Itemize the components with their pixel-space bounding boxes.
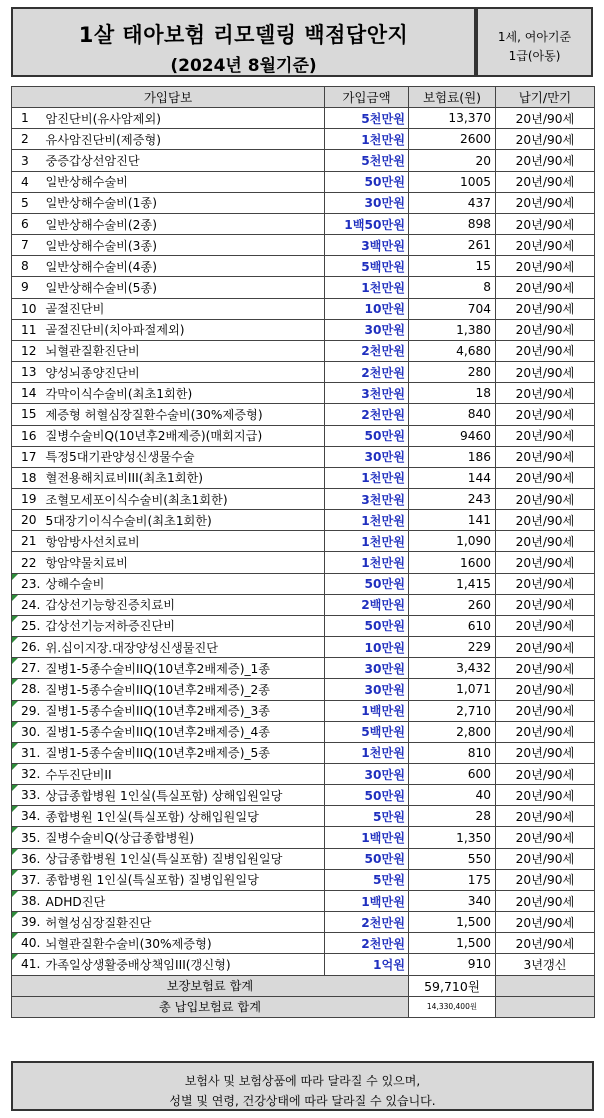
coverage-premium: 9460 [409,425,496,446]
row-number: 19 [12,488,44,509]
coverage-name: 항암방사선치료비 [44,531,325,552]
row-number: 34. [12,806,44,827]
row-number: 11 [12,319,44,340]
coverage-premium: 610 [409,615,496,636]
coverage-premium: 898 [409,213,496,234]
coverage-premium: 4,680 [409,340,496,361]
coverage-term: 20년/90세 [496,340,595,361]
coverage-amount: 50만원 [325,615,409,636]
cell-note-marker-icon [12,806,18,812]
table-row [12,552,595,573]
coverage-name: 일반상해수술비(1종) [44,192,325,213]
coverage-name: 상해수술비 [44,573,325,594]
table-row [12,869,595,890]
row-number: 6 [12,213,44,234]
coverage-amount: 1백만원 [325,890,409,911]
coverage-name: 골절진단비(치아파절제외) [44,319,325,340]
coverage-amount: 2천만원 [325,362,409,383]
coverage-amount: 1억원 [325,954,409,975]
table-row [12,848,595,869]
coverage-amount: 50만원 [325,425,409,446]
basis-box [476,7,593,77]
coverage-amount: 1천만원 [325,467,409,488]
row-number: 2 [12,129,44,150]
coverage-term: 20년/90세 [496,108,595,129]
cell-note-marker-icon [12,658,18,664]
coverage-premium: 13,370 [409,108,496,129]
coverage-amount: 50만원 [325,848,409,869]
table-row [12,319,595,340]
basis-grade: 1급(아동) [508,49,561,63]
coverage-amount: 30만원 [325,679,409,700]
coverage-term: 20년/90세 [496,573,595,594]
table-row [12,425,595,446]
coverage-table [11,86,595,1018]
coverage-premium: 3,432 [409,658,496,679]
coverage-name: 특정5대기관양성신생물수술 [44,446,325,467]
coverage-term: 20년/90세 [496,531,595,552]
coverage-premium: 15 [409,256,496,277]
coverage-term: 20년/90세 [496,256,595,277]
table-row [12,488,595,509]
coverage-term: 20년/90세 [496,510,595,531]
coverage-term: 20년/90세 [496,298,595,319]
coverage-term: 20년/90세 [496,192,595,213]
coverage-amount: 1천만원 [325,129,409,150]
table-row [12,171,595,192]
coverage-amount: 5백만원 [325,256,409,277]
cell-note-marker-icon [12,701,18,707]
coverage-name: 갑상선기능저하증진단비 [44,615,325,636]
row-number: 20 [12,510,44,531]
coverage-amount: 1백만원 [325,827,409,848]
coverage-name: 뇌혈관질환진단비 [44,340,325,361]
row-number: 7 [12,235,44,256]
col-header-amount: 가입금액 [325,87,409,108]
table-row [12,510,595,531]
coverage-premium: 229 [409,637,496,658]
coverage-premium: 8 [409,277,496,298]
coverage-amount: 1백50만원 [325,213,409,234]
table-row [12,721,595,742]
cell-note-marker-icon [12,743,18,749]
table-row [12,594,595,615]
table-row [12,277,595,298]
coverage-term: 20년/90세 [496,658,595,679]
coverage-name: 질병1-5종수술비IIQ(10년후2배제증)_3종 [44,700,325,721]
table-row [12,213,595,234]
table-row [12,467,595,488]
coverage-term: 20년/90세 [496,150,595,171]
coverage-name: 양성뇌종양진단비 [44,362,325,383]
coverage-amount: 5천만원 [325,150,409,171]
row-number: 21 [12,531,44,552]
coverage-amount: 1천만원 [325,742,409,763]
coverage-name: 일반상해수술비(5종) [44,277,325,298]
coverage-premium: 340 [409,890,496,911]
coverage-amount: 30만원 [325,658,409,679]
coverage-premium: 810 [409,742,496,763]
cell-note-marker-icon [12,679,18,685]
coverage-name: 위.십이지장.대장양성신생물진단 [44,637,325,658]
table-row [12,129,595,150]
coverage-name: 질병1-5종수술비IIQ(10년후2배제증)_5종 [44,742,325,763]
coverage-name: 뇌혈관질환수술비(30%제증형) [44,933,325,954]
row-number: 36. [12,848,44,869]
coverage-term: 20년/90세 [496,869,595,890]
coverage-amount: 5백만원 [325,721,409,742]
cell-note-marker-icon [12,933,18,939]
coverage-amount: 1천만원 [325,277,409,298]
coverage-name: 항암약물치료비 [44,552,325,573]
row-number: 31. [12,742,44,763]
table-row [12,658,595,679]
coverage-premium: 1,071 [409,679,496,700]
coverage-name: 유사암진단비(제증형) [44,129,325,150]
coverage-term: 20년/90세 [496,446,595,467]
coverage-name: 질병1-5종수술비IIQ(10년후2배제증)_1종 [44,658,325,679]
coverage-premium: 1600 [409,552,496,573]
cell-note-marker-icon [12,595,18,601]
coverage-premium: 261 [409,235,496,256]
row-number: 14 [12,383,44,404]
coverage-amount: 3천만원 [325,488,409,509]
coverage-premium: 2,800 [409,721,496,742]
coverage-name: 질병1-5종수술비IIQ(10년후2배제증)_4종 [44,721,325,742]
coverage-term: 20년/90세 [496,742,595,763]
coverage-term: 20년/90세 [496,933,595,954]
row-number: 27. [12,658,44,679]
row-number: 3 [12,150,44,171]
coverage-amount: 30만원 [325,192,409,213]
cell-note-marker-icon [12,785,18,791]
table-row [12,362,595,383]
row-number: 1 [12,108,44,129]
row-number: 25. [12,615,44,636]
coverage-premium: 280 [409,362,496,383]
coverage-name: 허혈성심장질환진단 [44,912,325,933]
cell-note-marker-icon [12,912,18,918]
coverage-name: 5대장기이식수술비(최초1회한) [44,510,325,531]
coverage-premium: 1,500 [409,912,496,933]
coverage-amount: 30만원 [325,319,409,340]
row-number: 23. [12,573,44,594]
row-number: 26. [12,637,44,658]
table-row [12,192,595,213]
footer-disclaimer [11,1061,594,1111]
coverage-amount: 10만원 [325,298,409,319]
page-title: 1살 태아보험 리모델링 백점답안지 [78,23,409,47]
coverage-premium: 20 [409,150,496,171]
summary-value-coverage: 59,710원 [409,975,496,996]
cell-note-marker-icon [12,616,18,622]
row-number: 5 [12,192,44,213]
coverage-name: 가족일상생활중배상책임III(갱신형) [44,954,325,975]
table-body [12,108,595,975]
coverage-amount: 5만원 [325,806,409,827]
coverage-name: 질병1-5종수술비IIQ(10년후2배제증)_2종 [44,679,325,700]
cell-note-marker-icon [12,954,18,960]
coverage-term: 20년/90세 [496,213,595,234]
coverage-term: 20년/90세 [496,594,595,615]
coverage-name: 조혈모세포이식수술비(최초1회한) [44,488,325,509]
row-number: 24. [12,594,44,615]
coverage-premium: 1,350 [409,827,496,848]
coverage-premium: 437 [409,192,496,213]
coverage-term: 20년/90세 [496,785,595,806]
summary-label-coverage: 보장보험료 합계 [12,975,409,996]
coverage-term: 20년/90세 [496,848,595,869]
summary-empty-cell [496,996,595,1017]
table-row [12,679,595,700]
basis-age-gender: 1세, 여아기준 [497,30,572,44]
coverage-amount: 1천만원 [325,552,409,573]
table-row [12,573,595,594]
table-header-row [12,87,595,108]
coverage-amount: 2천만원 [325,404,409,425]
row-number: 18 [12,467,44,488]
coverage-term: 20년/90세 [496,615,595,636]
row-number: 13 [12,362,44,383]
coverage-amount: 2백만원 [325,594,409,615]
coverage-name: 일반상해수술비(3종) [44,235,325,256]
table-row [12,404,595,425]
coverage-name: 질병수술비Q(상급종합병원) [44,827,325,848]
coverage-premium: 704 [409,298,496,319]
coverage-amount: 5천만원 [325,108,409,129]
coverage-term: 20년/90세 [496,277,595,298]
coverage-term: 20년/90세 [496,129,595,150]
summary-row-total [12,996,595,1017]
coverage-term: 20년/90세 [496,467,595,488]
table-row [12,615,595,636]
coverage-name: 일반상해수술비 [44,171,325,192]
coverage-amount: 30만원 [325,446,409,467]
row-number: 15 [12,404,44,425]
row-number: 41. [12,954,44,975]
coverage-term: 20년/90세 [496,488,595,509]
coverage-amount: 2천만원 [325,933,409,954]
coverage-premium: 243 [409,488,496,509]
summary-label-total: 총 납입보험료 합계 [12,996,409,1017]
table-row [12,298,595,319]
table-row [12,742,595,763]
coverage-name: 갑상선기능항진증치료비 [44,594,325,615]
row-number: 40. [12,933,44,954]
coverage-term: 3년갱신 [496,954,595,975]
coverage-name: 수두진단비II [44,764,325,785]
table-row [12,256,595,277]
coverage-amount: 5만원 [325,869,409,890]
summary-value-total: 14,330,400원 [409,996,496,1017]
coverage-premium: 840 [409,404,496,425]
table-row [12,890,595,911]
row-number: 33. [12,785,44,806]
row-number: 30. [12,721,44,742]
row-number: 8 [12,256,44,277]
cell-note-marker-icon [12,891,18,897]
coverage-premium: 18 [409,383,496,404]
coverage-premium: 1005 [409,171,496,192]
coverage-premium: 1,090 [409,531,496,552]
coverage-amount: 50만원 [325,573,409,594]
disclaimer-line-2: 성별 및 연령, 건강상태에 따라 달라질 수 있습니다. [169,1094,436,1108]
table-row [12,150,595,171]
coverage-term: 20년/90세 [496,319,595,340]
cell-note-marker-icon [12,870,18,876]
coverage-term: 20년/90세 [496,679,595,700]
coverage-premium: 40 [409,785,496,806]
table-row [12,806,595,827]
cell-note-marker-icon [12,764,18,770]
coverage-term: 20년/90세 [496,404,595,425]
coverage-premium: 2600 [409,129,496,150]
coverage-term: 20년/90세 [496,764,595,785]
cell-note-marker-icon [12,722,18,728]
row-number: 28. [12,679,44,700]
row-number: 39. [12,912,44,933]
row-number: 29. [12,700,44,721]
table-row [12,827,595,848]
cell-note-marker-icon [12,827,18,833]
coverage-premium: 1,415 [409,573,496,594]
coverage-premium: 260 [409,594,496,615]
table-row [12,108,595,129]
row-number: 38. [12,890,44,911]
coverage-name: 상급종합병원 1인실(특실포함) 질병입원일당 [44,848,325,869]
coverage-premium: 2,710 [409,700,496,721]
row-number: 16 [12,425,44,446]
row-number: 9 [12,277,44,298]
coverage-term: 20년/90세 [496,827,595,848]
coverage-term: 20년/90세 [496,235,595,256]
coverage-amount: 3백만원 [325,235,409,256]
coverage-term: 20년/90세 [496,806,595,827]
table-row [12,912,595,933]
coverage-name: 일반상해수술비(4종) [44,256,325,277]
table-row [12,637,595,658]
coverage-term: 20년/90세 [496,425,595,446]
coverage-term: 20년/90세 [496,637,595,658]
coverage-term: 20년/90세 [496,721,595,742]
disclaimer-line-1: 보험사 및 보험상품에 따라 달라질 수 있으며, [184,1074,421,1088]
cell-note-marker-icon [12,574,18,580]
coverage-table-wrapper [11,86,594,1018]
coverage-amount: 1천만원 [325,510,409,531]
coverage-name: 질병수술비Q(10년후2배제증)(매회지급) [44,425,325,446]
coverage-premium: 175 [409,869,496,890]
coverage-name: ADHD진단 [44,890,325,911]
coverage-amount: 50만원 [325,171,409,192]
coverage-premium: 186 [409,446,496,467]
coverage-term: 20년/90세 [496,171,595,192]
summary-row-coverage [12,975,595,996]
coverage-premium: 28 [409,806,496,827]
coverage-term: 20년/90세 [496,700,595,721]
page-subtitle: (2024년 8월기준) [170,56,317,76]
table-row [12,531,595,552]
row-number: 37. [12,869,44,890]
title-box [11,7,476,77]
coverage-premium: 141 [409,510,496,531]
coverage-name: 각막이식수술비(최초1회한) [44,383,325,404]
row-number: 12 [12,340,44,361]
row-number: 17 [12,446,44,467]
coverage-name: 혈전용해치료비III(최초1회한) [44,467,325,488]
coverage-name: 제증형 허혈심장질환수술비(30%제증형) [44,404,325,425]
coverage-term: 20년/90세 [496,912,595,933]
row-number: 32. [12,764,44,785]
table-row [12,785,595,806]
col-header-coverage: 가입담보 [12,87,325,108]
coverage-amount: 1천만원 [325,531,409,552]
table-row [12,700,595,721]
coverage-amount: 3천만원 [325,383,409,404]
coverage-name: 종합병원 1인실(특실포함) 질병입원일당 [44,869,325,890]
coverage-name: 상급종합병원 1인실(특실포함) 상해입원일당 [44,785,325,806]
table-row [12,383,595,404]
coverage-premium: 550 [409,848,496,869]
table-row [12,340,595,361]
coverage-amount: 2천만원 [325,912,409,933]
coverage-premium: 144 [409,467,496,488]
coverage-name: 종합병원 1인실(특실포함) 상해입원일당 [44,806,325,827]
table-row [12,235,595,256]
summary-empty-cell [496,975,595,996]
table-row [12,933,595,954]
row-number: 35. [12,827,44,848]
table-row [12,446,595,467]
coverage-term: 20년/90세 [496,890,595,911]
cell-note-marker-icon [12,637,18,643]
coverage-name: 중증갑상선암진단 [44,150,325,171]
row-number: 4 [12,171,44,192]
col-header-term: 납기/만기 [496,87,595,108]
coverage-name: 골절진단비 [44,298,325,319]
coverage-term: 20년/90세 [496,552,595,573]
cell-note-marker-icon [12,849,18,855]
coverage-premium: 600 [409,764,496,785]
row-number: 10 [12,298,44,319]
coverage-amount: 30만원 [325,764,409,785]
coverage-premium: 1,500 [409,933,496,954]
coverage-premium: 910 [409,954,496,975]
coverage-premium: 1,380 [409,319,496,340]
coverage-amount: 10만원 [325,637,409,658]
row-number: 22 [12,552,44,573]
coverage-term: 20년/90세 [496,383,595,404]
table-row [12,954,595,975]
table-row [12,764,595,785]
coverage-amount: 1백만원 [325,700,409,721]
col-header-premium: 보험료(원) [409,87,496,108]
coverage-name: 암진단비(유사암제외) [44,108,325,129]
coverage-name: 일반상해수술비(2종) [44,213,325,234]
coverage-term: 20년/90세 [496,362,595,383]
coverage-amount: 50만원 [325,785,409,806]
coverage-amount: 2천만원 [325,340,409,361]
